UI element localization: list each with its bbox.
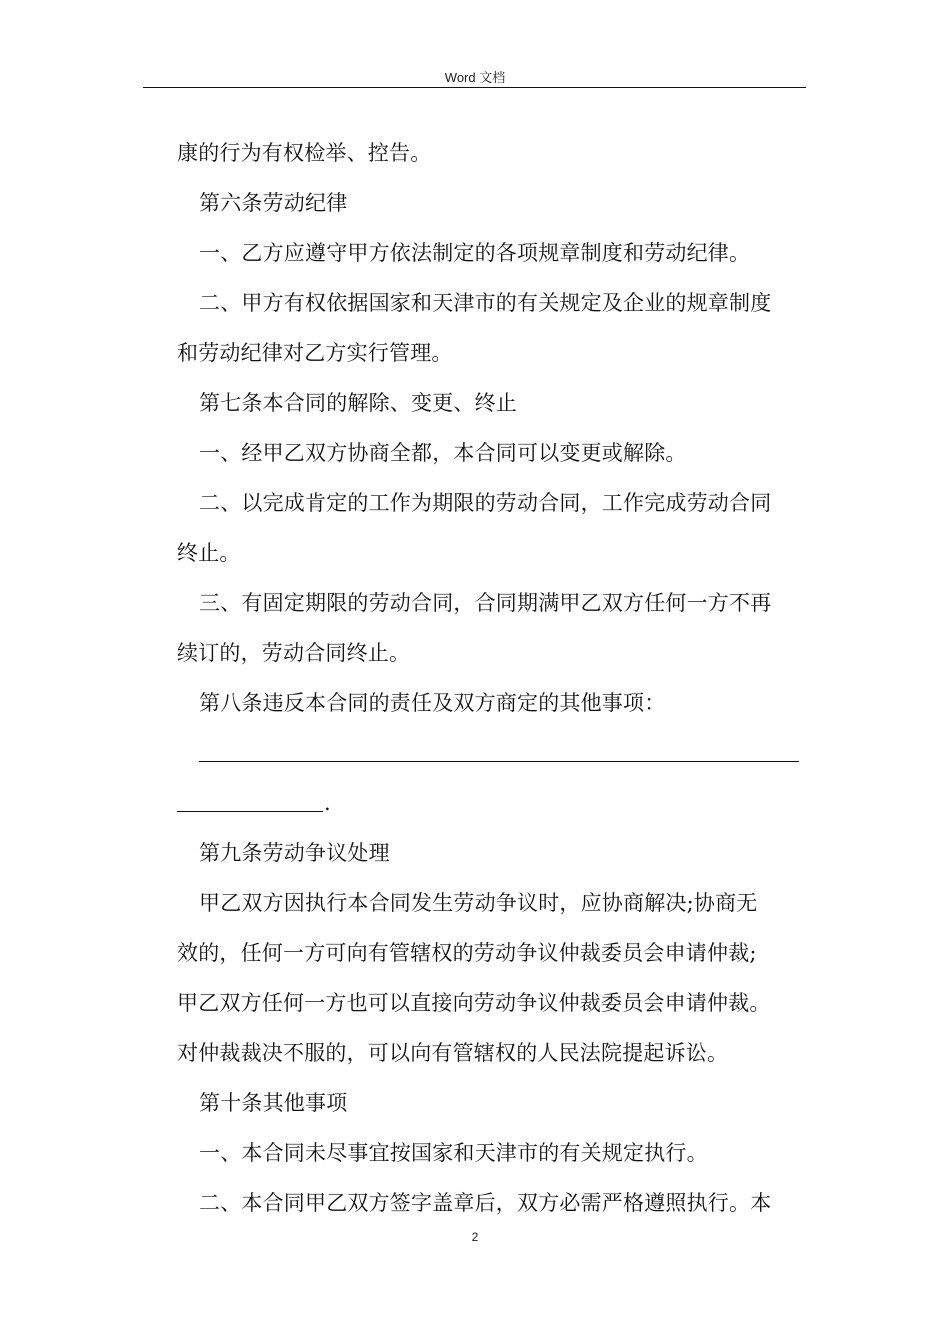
fill-in-blank-line — [199, 761, 799, 762]
document-body — [177, 128, 807, 1228]
paragraph-line: 一、乙方应遵守甲方依法制定的各项规章制度和劳动纪律。 — [199, 241, 751, 265]
paragraph-line: 效的，任何一方可向有管辖权的劳动争议仲裁委员会申请仲裁; — [177, 941, 757, 965]
paragraph-line: 一、经甲乙双方协商全都，本合同可以变更或解除。 — [199, 441, 687, 465]
article-heading: 第八条违反本合同的责任及双方商定的其他事项： — [199, 691, 666, 715]
paragraph-line: 甲乙双方任何一方也可以直接向劳动争议仲裁委员会申请仲裁。 — [177, 991, 771, 1015]
article-heading: 第六条劳动纪律 — [199, 191, 348, 215]
article-heading: 第九条劳动争议处理 — [199, 841, 390, 865]
paragraph-line: 和劳动纪律对乙方实行管理。 — [177, 341, 453, 365]
paragraph-line: 二、以完成肯定的工作为期限的劳动合同，工作完成劳动合同 — [199, 491, 772, 515]
paragraph-line: 对仲裁裁决不服的，可以向有管辖权的人民法院提起诉讼。 — [177, 1041, 729, 1065]
header-divider — [143, 87, 806, 88]
paragraph-line: 一、本合同未尽事宜按国家和天津市的有关规定执行。 — [199, 1141, 708, 1165]
paragraph-line: 二、本合同甲乙双方签字盖章后，双方必需严格遵照执行。本 — [199, 1191, 772, 1215]
paragraph-line: 康的行为有权检举、控告。 — [177, 141, 432, 165]
page-number: 2 — [471, 1230, 479, 1244]
fill-in-blank-row — [177, 728, 807, 778]
fill-in-blank-line — [177, 811, 323, 812]
paragraph-line: 甲乙双方因执行本合同发生劳动争议时，应协商解决;协商无 — [199, 891, 758, 915]
document-header-title: Word 文档 — [444, 70, 506, 85]
fill-in-blank-row — [177, 778, 807, 828]
paragraph-line: 续订的，劳动合同终止。 — [177, 641, 411, 665]
paragraph-line: 二、甲方有权依据国家和天津市的有关规定及企业的规章制度 — [199, 291, 772, 315]
paragraph-line: 三、有固定期限的劳动合同，合同期满甲乙双方任何一方不再 — [199, 591, 772, 615]
blank-period: . — [324, 791, 331, 815]
paragraph-line: 终止。 — [177, 541, 241, 565]
article-heading: 第七条本合同的解除、变更、终止 — [199, 391, 517, 415]
article-heading: 第十条其他事项 — [199, 1091, 348, 1115]
